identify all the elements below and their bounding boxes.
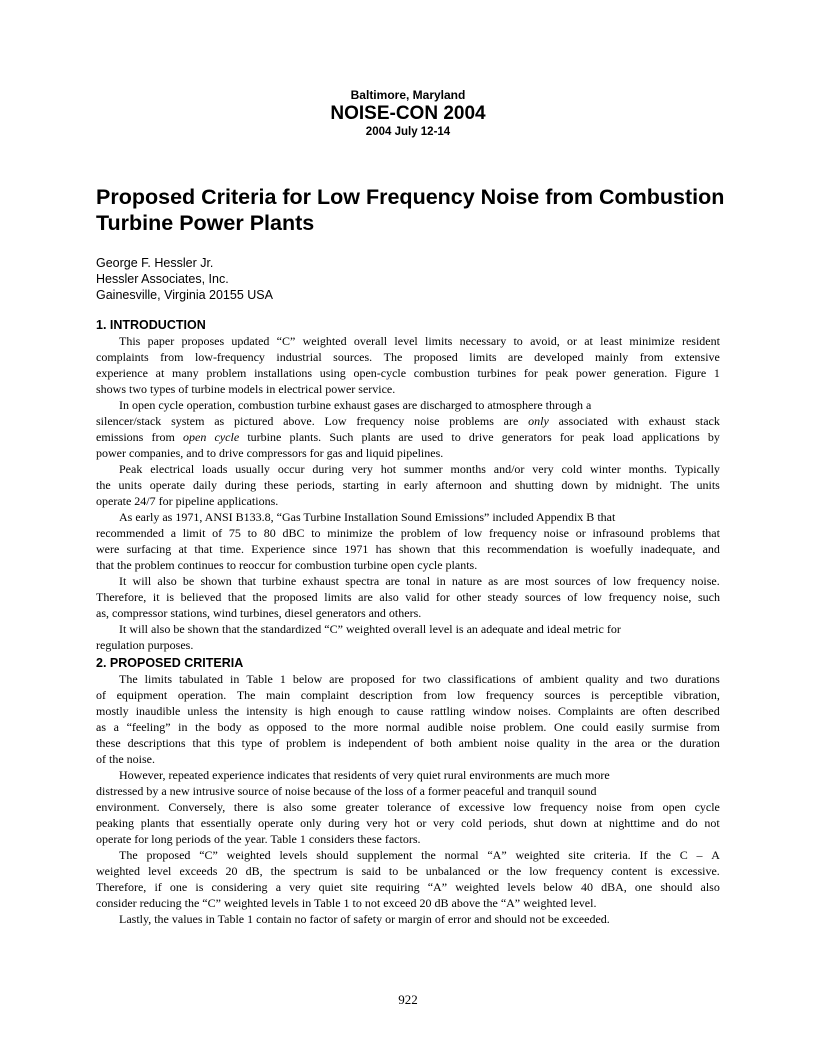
text-line: It will also be shown that the standardized “C” weighted overall level is an adequate and ideal metric for (119, 622, 621, 636)
text-line: As early as 1971, ANSI B133.8, “Gas Turbine Installation Sound Emissions” included Appendix B that (119, 510, 616, 524)
text-line: as, compressor stations, wind turbines, diesel generators and others. (96, 606, 422, 620)
author-block (96, 255, 273, 303)
text-line: of equipment operation. The main complaint description from low frequency sources is perceptible vibration, (96, 688, 720, 702)
paper-title: Proposed Criteria for Low Frequency Noise from Combustion Turbine Power Plants (96, 185, 725, 235)
section-introduction (96, 317, 720, 653)
text-line: as a “feeling” in the body as opposed to the more normal audible noise problem. One could easily surmise from (96, 720, 720, 734)
text-line: the units operate daily during these periods, starting in early afternoon and shutting down by midnight. The units (96, 478, 720, 492)
section-heading: 2. PROPOSED CRITERIA (96, 656, 244, 670)
text-line: weighted level exceeds 20 dB, the spectrum is said to be unbalanced or the low frequency content is excessive. (96, 864, 720, 878)
text-line: environment. Conversely, there is also some greater tolerance of excessive low frequency noise from open cycle (96, 800, 720, 814)
text-line: experience at many problem installations using open-cycle combustion turbines for peak power generation. Figure 1 (96, 366, 720, 380)
text-line: peaking plants that essentially operate only during very hot or very cold periods, shut down at nighttime and do not (96, 816, 720, 830)
section-body (96, 671, 720, 927)
text-line: silencer/stack system as pictured above. Low frequency noise problems are only associated with exhaust stack (96, 414, 720, 428)
text-line: The proposed “C” weighted levels should supplement the normal “A” weighted site criteria. If the C – A (119, 848, 720, 862)
text-line: these descriptions that this type of problem is independent of both ambient noise quality in the area or the duration (96, 736, 720, 750)
text-line: In open cycle operation, combustion turbine exhaust gases are discharged to atmosphere through a (119, 398, 592, 412)
text-line: Peak electrical loads usually occur during very hot summer months and/or very cold winter months. Typically (119, 462, 720, 476)
text-line: This paper proposes updated “C” weighted overall level limits necessary to avoid, or at least minimize resident (119, 334, 720, 348)
text-line: of the noise. (96, 752, 155, 766)
section-proposed-criteria (96, 655, 720, 927)
text-line: However, repeated experience indicates that residents of very quiet rural environments are much more (119, 768, 610, 782)
text-line: power companies, and to drive compressors for gas and liquid pipelines. (96, 446, 444, 460)
section-heading: 1. INTRODUCTION (96, 318, 206, 332)
text-line: were surfacing at that time. Experience since 1971 has shown that this recommendation is woefully inadequate, and (96, 542, 720, 556)
text-line: Therefore, if one is considering a very quiet site requiring “A” weighted levels below 40 dBA, one should also (96, 880, 720, 894)
text-line: shows two types of turbine models in electrical power service. (96, 382, 396, 396)
section-body (96, 333, 720, 653)
text-line: mostly inaudible unless the intensity is high enough to cause rattling window noises. Complaints are often described (96, 704, 720, 718)
author-affiliation: Hessler Associates, Inc. (96, 272, 229, 286)
text-line: distressed by a new intrusive source of noise because of the loss of a former peaceful and tranquil sound (96, 784, 597, 798)
text-line: Therefore, it is believed that the proposed limits are also valid for other steady sources of low frequency noise, such (96, 590, 720, 604)
text-line: regulation purposes. (96, 638, 194, 652)
text-line: emissions from open cycle turbine plants. Such plants are used to drive generators for peak load applications by (96, 430, 720, 444)
text-line: complaints from low-frequency industrial sources. The proposed limits are developed mainly from extensive (96, 350, 720, 364)
text-line: operate for long periods of the year. Table 1 considers these factors. (96, 832, 421, 846)
text-line: that the problem continues to reoccur for combustion turbine open cycle plants. (96, 558, 478, 572)
page-number: 922 (398, 992, 418, 1007)
text-line: operate 24/7 for pipeline applications. (96, 494, 279, 508)
conference-dates: 2004 July 12-14 (365, 126, 451, 138)
conference-venue: Baltimore, Maryland (350, 88, 466, 102)
text-line: Lastly, the values in Table 1 contain no factor of safety or margin of error and should not be exceeded. (119, 912, 610, 926)
author-name: George F. Hessler Jr. (96, 256, 214, 270)
conference-name: NOISE-CON 2004 (330, 103, 486, 124)
text-line: It will also be shown that turbine exhaust spectra are tonal in nature as are most sources of low frequency noise. (119, 574, 720, 588)
text-line: The limits tabulated in Table 1 below are proposed for two classifications of ambient quality and two durations (119, 672, 720, 686)
author-address: Gainesville, Virginia 20155 USA (96, 288, 273, 302)
text-line: consider reducing the “C” weighted levels in Table 1 to not exceed 20 dB above the “A” weighted level. (96, 896, 597, 910)
text-line: recommended a limit of 75 to 80 dBC to minimize the problem of low frequency noise or infrasound problems that (96, 526, 720, 540)
